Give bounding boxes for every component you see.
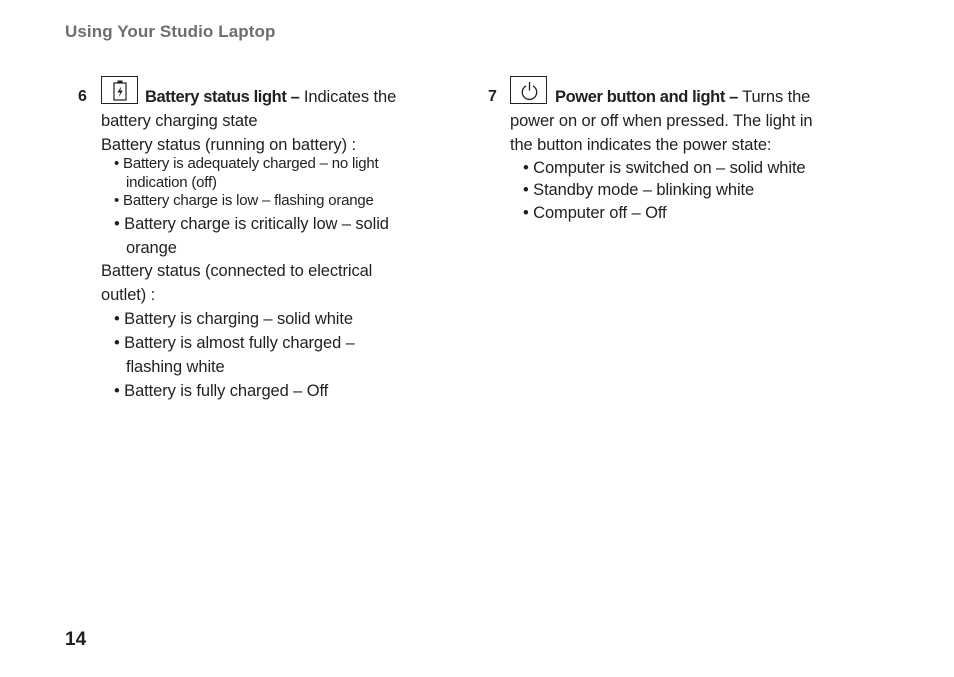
list-item: • Battery is adequately charged – no light bbox=[114, 155, 379, 172]
item-term: Power button and light – bbox=[555, 88, 738, 106]
item-term: Battery status light – bbox=[145, 88, 300, 106]
item-number: 6 bbox=[78, 88, 87, 105]
item-description-line: power on or off when pressed. The light in bbox=[510, 112, 813, 130]
list-item: • Battery charge is low – flashing orange bbox=[114, 192, 374, 209]
item-number: 7 bbox=[488, 88, 497, 105]
list-item-continuation: orange bbox=[126, 239, 177, 257]
item-description: Indicates the bbox=[299, 88, 397, 106]
running-battery-heading: Battery status (running on battery) : bbox=[101, 136, 356, 154]
list-item-continuation: flashing white bbox=[126, 358, 225, 376]
list-item: • Battery charge is critically low – solid bbox=[114, 215, 389, 233]
item-description: Turns the bbox=[737, 88, 811, 106]
list-item: • Battery is fully charged – Off bbox=[114, 382, 329, 400]
page-number: 14 bbox=[65, 629, 87, 650]
item-title-line bbox=[145, 86, 396, 108]
item-description-line: battery charging state bbox=[101, 112, 258, 130]
item-title-line bbox=[555, 86, 810, 108]
running-header: Using Your Studio Laptop bbox=[65, 22, 276, 41]
list-item: • Computer is switched on – solid white bbox=[523, 159, 806, 177]
list-item: • Battery is almost fully charged – bbox=[114, 334, 355, 352]
outlet-battery-heading-continuation: outlet) : bbox=[101, 286, 156, 304]
item-description-line: the button indicates the power state: bbox=[510, 136, 772, 154]
battery-icon bbox=[101, 76, 138, 104]
list-item: • Battery is charging – solid white bbox=[114, 310, 353, 328]
list-item-continuation: indication (off) bbox=[126, 174, 217, 191]
list-item: • Standby mode – blinking white bbox=[523, 181, 755, 199]
outlet-battery-heading: Battery status (connected to electrical bbox=[101, 262, 373, 280]
list-item: • Computer off – Off bbox=[523, 204, 667, 222]
power-icon bbox=[510, 76, 547, 104]
